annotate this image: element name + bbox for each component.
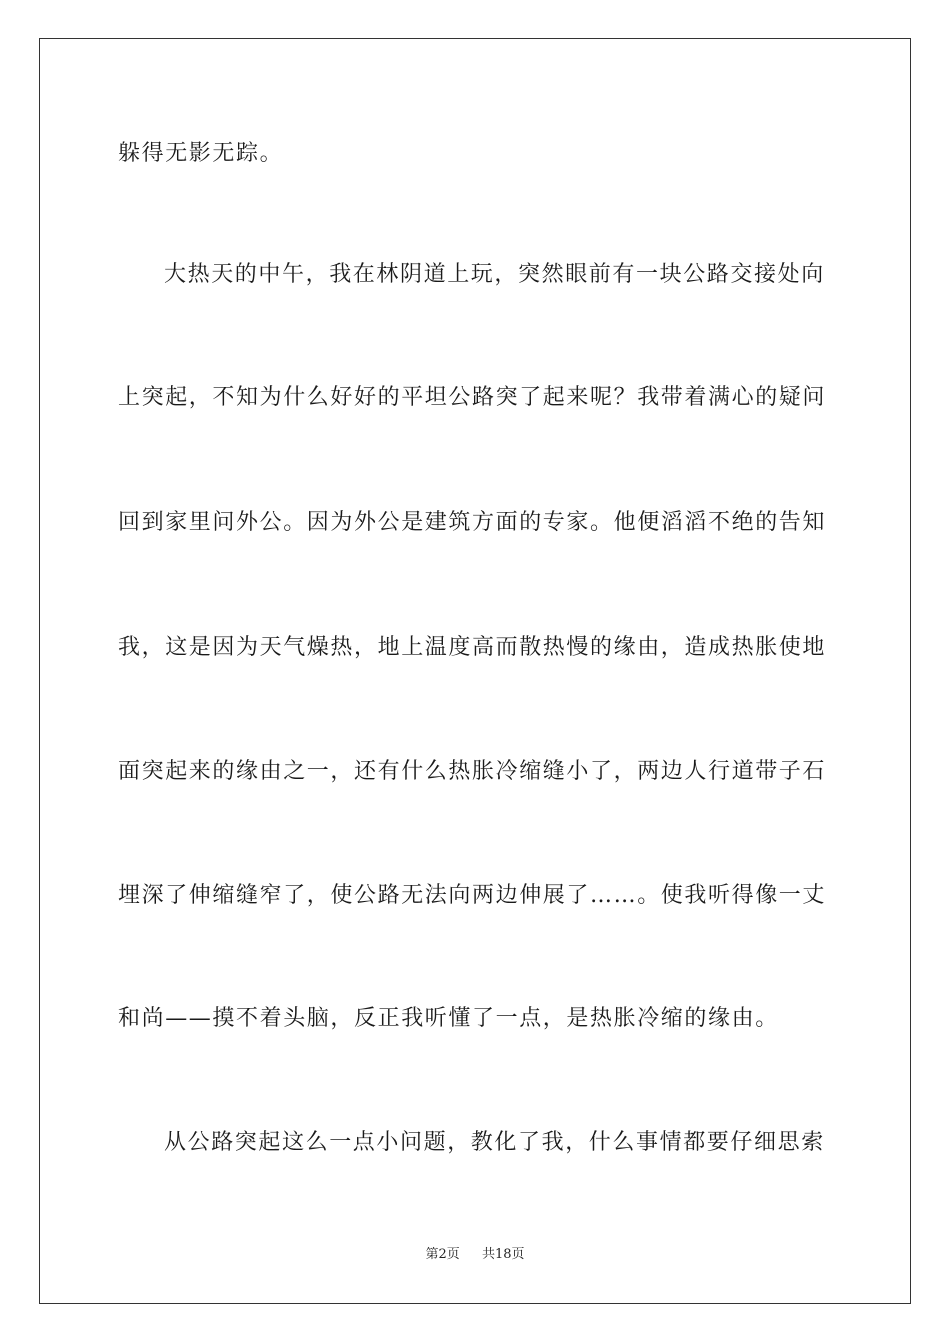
text-line-4: 回到家里问外公。因为外公是建筑方面的专家。他便滔滔不绝的告知 xyxy=(118,510,827,535)
page-number: 第2页 xyxy=(425,1247,460,1262)
page-footer xyxy=(0,1246,950,1264)
page-border xyxy=(39,38,911,1304)
text-line-6: 面突起来的缘由之一，还有什么热胀冷缩缝小了，两边人行道带子石 xyxy=(118,759,827,784)
text-line-5: 我，这是因为天气燥热，地上温度高而散热慢的缘由，造成热胀使地 xyxy=(118,635,827,660)
text-line-8: 和尚——摸不着头脑，反正我听懂了一点，是热胀冷缩的缘由。 xyxy=(118,1006,779,1031)
paragraph-start-line: 大热天的中午，我在林阴道上玩，突然眼前有一块公路交接处向 xyxy=(164,262,825,287)
paragraph-start-line-2: 从公路突起这么一点小问题，教化了我，什么事情都要仔细思索 xyxy=(164,1130,825,1155)
text-line-7: 埋深了伸缩缝窄了，使公路无法向两边伸展了……。使我听得像一丈 xyxy=(118,883,827,908)
text-line-1: 躲得无影无踪。 xyxy=(118,141,284,166)
text-line-3: 上突起，不知为什么好好的平坦公路突了起来呢？我带着满心的疑问 xyxy=(118,385,827,410)
page-total: 共18页 xyxy=(482,1247,525,1262)
